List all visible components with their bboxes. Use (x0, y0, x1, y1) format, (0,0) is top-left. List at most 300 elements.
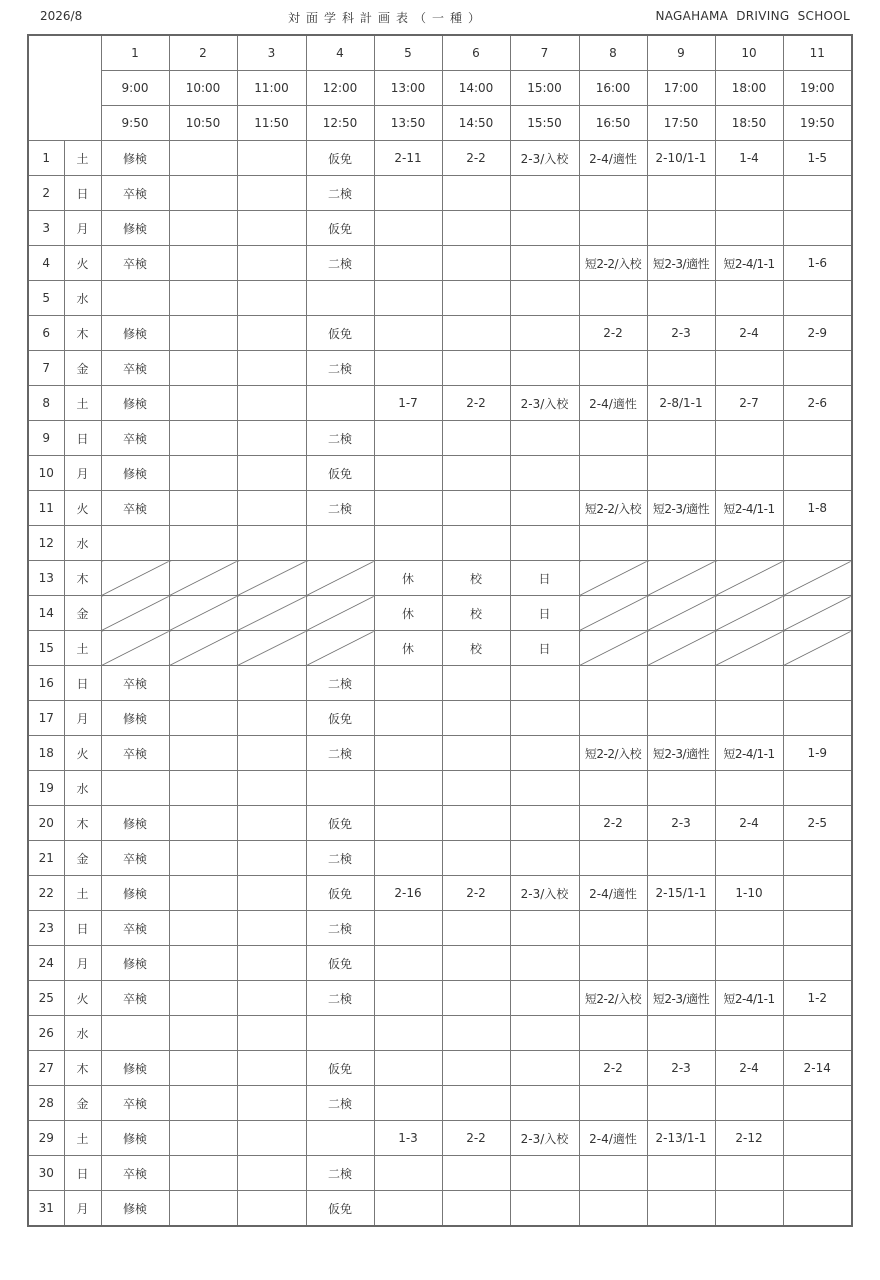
schedule-cell (169, 316, 237, 351)
closed-day-label: 休 (374, 561, 442, 596)
schedule-cell: 二検 (306, 981, 374, 1016)
schedule-cell (306, 526, 374, 561)
table-row (28, 316, 852, 351)
day-number: 11 (28, 491, 64, 526)
schedule-cell (715, 1156, 783, 1191)
schedule-month: 2026/8 (40, 9, 83, 23)
schedule-cell (237, 246, 306, 281)
schedule-cell (237, 1086, 306, 1121)
schedule-cell (237, 701, 306, 736)
closed-day-label: 校 (442, 596, 510, 631)
schedule-cell (647, 841, 715, 876)
day-of-week: 木 (64, 1051, 101, 1086)
schedule-cell: 二検 (306, 736, 374, 771)
schedule-cell: 卒検 (101, 176, 169, 211)
closed-day-label: 日 (510, 561, 579, 596)
day-number: 4 (28, 246, 64, 281)
table-row (28, 806, 852, 841)
schedule-cell (101, 526, 169, 561)
schedule-cell (442, 1086, 510, 1121)
day-number: 7 (28, 351, 64, 386)
schedule-cell (237, 771, 306, 806)
day-of-week: 月 (64, 701, 101, 736)
day-number: 19 (28, 771, 64, 806)
schedule-cell (374, 1016, 442, 1051)
schedule-cell: 修検 (101, 701, 169, 736)
table-row (28, 211, 852, 246)
day-number: 14 (28, 596, 64, 631)
table-row (28, 771, 852, 806)
schedule-cell (510, 526, 579, 561)
schedule-cell: 修検 (101, 806, 169, 841)
schedule-cell (783, 1191, 852, 1227)
schedule-cell (169, 981, 237, 1016)
schedule-cell: 2-3 (647, 316, 715, 351)
schedule-cell (510, 1086, 579, 1121)
schedule-cell (237, 946, 306, 981)
schedule-cell (442, 281, 510, 316)
schedule-cell (169, 841, 237, 876)
schedule-cell (169, 1016, 237, 1051)
schedule-cell (169, 456, 237, 491)
day-number: 15 (28, 631, 64, 666)
schedule-cell: 1-4 (715, 141, 783, 176)
schedule-cell (647, 421, 715, 456)
schedule-cell (579, 1191, 647, 1227)
schedule-cell (647, 456, 715, 491)
schedule-cell: 修検 (101, 456, 169, 491)
period-start-time: 9:00 (101, 71, 169, 106)
schedule-cell (442, 246, 510, 281)
schedule-cell (510, 911, 579, 946)
day-number: 10 (28, 456, 64, 491)
schedule-cell: 修検 (101, 1051, 169, 1086)
schedule-cell (169, 666, 237, 701)
closed-slot (169, 631, 237, 666)
schedule-cell (237, 456, 306, 491)
schedule-cell (169, 701, 237, 736)
schedule-cell (647, 351, 715, 386)
schedule-cell (237, 386, 306, 421)
schedule-cell (306, 281, 374, 316)
day-of-week: 金 (64, 841, 101, 876)
header-row-period-numbers (28, 35, 852, 71)
schedule-cell (169, 946, 237, 981)
table-row (28, 386, 852, 421)
schedule-cell: 二検 (306, 246, 374, 281)
corner-cell (28, 35, 101, 141)
table-row (28, 456, 852, 491)
table-row (28, 526, 852, 561)
period-number: 7 (510, 35, 579, 71)
schedule-cell: 卒検 (101, 351, 169, 386)
period-end-time: 16:50 (579, 106, 647, 141)
schedule-cell (237, 806, 306, 841)
day-of-week: 月 (64, 1191, 101, 1227)
table-row (28, 631, 852, 666)
schedule-cell (783, 526, 852, 561)
schedule-cell: 2-8/1-1 (647, 386, 715, 421)
schedule-cell: 2-4/適性 (579, 1121, 647, 1156)
schedule-cell (715, 666, 783, 701)
schedule-cell: 2-10/1-1 (647, 141, 715, 176)
day-of-week: 月 (64, 211, 101, 246)
schedule-cell (237, 1016, 306, 1051)
schedule-cell: 2-5 (783, 806, 852, 841)
schedule-cell (374, 666, 442, 701)
day-number: 6 (28, 316, 64, 351)
schedule-cell: 2-3 (647, 806, 715, 841)
schedule-cell: 短2-3/適性 (647, 246, 715, 281)
closed-slot (579, 631, 647, 666)
schedule-cell: 卒検 (101, 421, 169, 456)
day-number: 30 (28, 1156, 64, 1191)
period-end-time: 18:50 (715, 106, 783, 141)
schedule-cell (442, 1051, 510, 1086)
schedule-cell (237, 176, 306, 211)
schedule-cell (510, 211, 579, 246)
schedule-cell (237, 421, 306, 456)
schedule-cell (783, 456, 852, 491)
schedule-cell (442, 736, 510, 771)
schedule-cell (715, 421, 783, 456)
schedule-cell (169, 246, 237, 281)
schedule-cell (237, 281, 306, 316)
schedule-cell (169, 526, 237, 561)
day-of-week: 日 (64, 176, 101, 211)
schedule-cell (715, 281, 783, 316)
schedule-cell (374, 911, 442, 946)
schedule-cell (442, 351, 510, 386)
day-of-week: 月 (64, 946, 101, 981)
schedule-cell (169, 491, 237, 526)
schedule-cell (510, 1191, 579, 1227)
schedule-cell (510, 1051, 579, 1086)
day-of-week: 水 (64, 526, 101, 561)
schedule-cell (306, 1016, 374, 1051)
schedule-cell: 2-4/適性 (579, 386, 647, 421)
table-row (28, 876, 852, 911)
schedule-cell: 修検 (101, 876, 169, 911)
period-number: 2 (169, 35, 237, 71)
period-number: 1 (101, 35, 169, 71)
schedule-cell (442, 701, 510, 736)
schedule-cell (237, 1051, 306, 1086)
day-number: 5 (28, 281, 64, 316)
schedule-cell (579, 1086, 647, 1121)
schedule-cell (237, 141, 306, 176)
schedule-cell (442, 316, 510, 351)
schedule-cell: 二検 (306, 666, 374, 701)
table-row (28, 246, 852, 281)
schedule-cell (510, 421, 579, 456)
period-end-time: 19:50 (783, 106, 852, 141)
day-number: 20 (28, 806, 64, 841)
schedule-cell: 二検 (306, 421, 374, 456)
day-number: 29 (28, 1121, 64, 1156)
schedule-cell (374, 981, 442, 1016)
schedule-cell (374, 421, 442, 456)
schedule-cell (510, 841, 579, 876)
day-number: 8 (28, 386, 64, 421)
closed-slot (306, 596, 374, 631)
schedule-cell (169, 281, 237, 316)
schedule-cell (510, 771, 579, 806)
day-of-week: 木 (64, 561, 101, 596)
closed-slot (647, 561, 715, 596)
table-row (28, 946, 852, 981)
period-number: 6 (442, 35, 510, 71)
period-start-time: 10:00 (169, 71, 237, 106)
table-row (28, 1016, 852, 1051)
schedule-cell (169, 1191, 237, 1227)
closed-slot (647, 631, 715, 666)
schedule-cell: 卒検 (101, 1086, 169, 1121)
schedule-cell (579, 526, 647, 561)
schedule-cell (374, 351, 442, 386)
schedule-cell (374, 736, 442, 771)
day-of-week: 金 (64, 351, 101, 386)
table-row (28, 596, 852, 631)
schedule-cell: 二検 (306, 911, 374, 946)
schedule-cell (647, 946, 715, 981)
schedule-cell (374, 806, 442, 841)
closed-slot (579, 561, 647, 596)
schedule-cell: 2-9 (783, 316, 852, 351)
schedule-cell: 仮免 (306, 946, 374, 981)
day-of-week: 日 (64, 666, 101, 701)
period-number: 9 (647, 35, 715, 71)
schedule-cell (442, 176, 510, 211)
schedule-cell (101, 771, 169, 806)
schedule-cell (579, 456, 647, 491)
schedule-cell (442, 1156, 510, 1191)
schedule-cell (783, 176, 852, 211)
schedule-cell (783, 771, 852, 806)
schedule-cell (783, 946, 852, 981)
schedule-cell (169, 1086, 237, 1121)
closed-slot (306, 561, 374, 596)
day-number: 13 (28, 561, 64, 596)
schedule-cell: 短2-3/適性 (647, 491, 715, 526)
day-of-week: 土 (64, 141, 101, 176)
schedule-cell (579, 946, 647, 981)
table-row (28, 351, 852, 386)
period-start-time: 16:00 (579, 71, 647, 106)
schedule-cell: 2-2 (579, 316, 647, 351)
schedule-cell: 短2-2/入校 (579, 246, 647, 281)
schedule-cell: 仮免 (306, 456, 374, 491)
day-number: 24 (28, 946, 64, 981)
day-of-week: 火 (64, 981, 101, 1016)
schedule-cell: 2-4 (715, 1051, 783, 1086)
schedule-cell: 短2-3/適性 (647, 981, 715, 1016)
schedule-cell: 仮免 (306, 876, 374, 911)
schedule-cell: 卒検 (101, 246, 169, 281)
schedule-cell (647, 211, 715, 246)
schedule-cell (374, 1051, 442, 1086)
schedule-cell: 卒検 (101, 981, 169, 1016)
schedule-cell (510, 176, 579, 211)
period-end-time: 12:50 (306, 106, 374, 141)
schedule-cell (374, 701, 442, 736)
schedule-cell (579, 1016, 647, 1051)
schedule-cell (579, 666, 647, 701)
day-number: 3 (28, 211, 64, 246)
period-start-time: 18:00 (715, 71, 783, 106)
schedule-cell: 2-16 (374, 876, 442, 911)
period-end-time: 17:50 (647, 106, 715, 141)
schedule-cell (510, 491, 579, 526)
schedule-cell: 二検 (306, 1156, 374, 1191)
schedule-cell (783, 876, 852, 911)
period-number: 11 (783, 35, 852, 71)
schedule-cell (783, 841, 852, 876)
schedule-cell: 2-3 (647, 1051, 715, 1086)
day-of-week: 土 (64, 631, 101, 666)
schedule-cell: 修検 (101, 316, 169, 351)
schedule-cell (579, 281, 647, 316)
schedule-cell (715, 211, 783, 246)
schedule-cell: 2-4/適性 (579, 141, 647, 176)
closed-slot (101, 561, 169, 596)
schedule-cell (169, 806, 237, 841)
schedule-cell (306, 386, 374, 421)
schedule-cell (715, 1191, 783, 1227)
schedule-cell (579, 701, 647, 736)
period-end-time: 13:50 (374, 106, 442, 141)
table-row (28, 841, 852, 876)
school-name: NAGAHAMA DRIVING SCHOOL (655, 9, 850, 23)
schedule-cell: 短2-4/1-1 (715, 736, 783, 771)
schedule-cell: 2-2 (442, 1121, 510, 1156)
schedule-cell: 1-8 (783, 491, 852, 526)
schedule-cell (715, 911, 783, 946)
schedule-cell (579, 421, 647, 456)
schedule-cell (579, 351, 647, 386)
closed-slot (237, 631, 306, 666)
page-title: 対面学科計画表（一種） (288, 11, 487, 25)
day-of-week: 土 (64, 876, 101, 911)
schedule-cell: 卒検 (101, 736, 169, 771)
schedule-cell (783, 281, 852, 316)
schedule-cell: 1-6 (783, 246, 852, 281)
day-number: 12 (28, 526, 64, 561)
schedule-cell (579, 841, 647, 876)
schedule-cell (442, 456, 510, 491)
day-of-week: 水 (64, 281, 101, 316)
schedule-cell (715, 456, 783, 491)
schedule-cell: 2-2 (579, 1051, 647, 1086)
schedule-cell (442, 666, 510, 701)
closed-slot (715, 596, 783, 631)
closed-slot (169, 596, 237, 631)
schedule-cell: 修検 (101, 1121, 169, 1156)
schedule-cell (579, 211, 647, 246)
schedule-cell (510, 701, 579, 736)
schedule-cell: 1-9 (783, 736, 852, 771)
schedule-cell (374, 281, 442, 316)
schedule-cell (374, 456, 442, 491)
day-of-week: 土 (64, 1121, 101, 1156)
schedule-cell (510, 666, 579, 701)
schedule-cell (510, 1156, 579, 1191)
period-end-time: 11:50 (237, 106, 306, 141)
schedule-cell (715, 946, 783, 981)
schedule-cell (374, 841, 442, 876)
table-row (28, 736, 852, 771)
schedule-cell: 二検 (306, 491, 374, 526)
schedule-cell (237, 1156, 306, 1191)
day-number: 25 (28, 981, 64, 1016)
schedule-cell (442, 1191, 510, 1227)
schedule-cell (647, 911, 715, 946)
schedule-cell (579, 1156, 647, 1191)
closed-slot (306, 631, 374, 666)
schedule-cell (306, 771, 374, 806)
schedule-cell (237, 351, 306, 386)
schedule-cell (783, 666, 852, 701)
schedule-cell: 短2-2/入校 (579, 736, 647, 771)
schedule-cell (442, 491, 510, 526)
day-number: 1 (28, 141, 64, 176)
schedule-cell (442, 421, 510, 456)
schedule-cell (169, 1121, 237, 1156)
schedule-cell (374, 1191, 442, 1227)
table-row (28, 421, 852, 456)
schedule-cell (783, 911, 852, 946)
schedule-cell: 仮免 (306, 701, 374, 736)
closed-day-label: 校 (442, 631, 510, 666)
day-number: 23 (28, 911, 64, 946)
schedule-cell (237, 911, 306, 946)
schedule-cell: 2-11 (374, 141, 442, 176)
schedule-cell (374, 1156, 442, 1191)
day-of-week: 日 (64, 911, 101, 946)
schedule-cell (715, 351, 783, 386)
day-number: 17 (28, 701, 64, 736)
schedule-cell (237, 526, 306, 561)
schedule-cell (169, 876, 237, 911)
schedule-cell (442, 946, 510, 981)
day-number: 31 (28, 1191, 64, 1227)
schedule-cell: 1-3 (374, 1121, 442, 1156)
header-row-start-times (28, 71, 852, 106)
schedule-cell: 卒検 (101, 841, 169, 876)
page-header (0, 0, 880, 34)
schedule-cell (579, 176, 647, 211)
day-number: 9 (28, 421, 64, 456)
schedule-cell (169, 736, 237, 771)
table-row (28, 491, 852, 526)
schedule-cell (442, 526, 510, 561)
closed-slot (647, 596, 715, 631)
day-of-week: 火 (64, 491, 101, 526)
schedule-cell (169, 141, 237, 176)
period-end-time: 10:50 (169, 106, 237, 141)
period-number: 4 (306, 35, 374, 71)
schedule-cell (237, 211, 306, 246)
schedule-cell (510, 946, 579, 981)
day-number: 18 (28, 736, 64, 771)
period-start-time: 13:00 (374, 71, 442, 106)
schedule-cell (169, 211, 237, 246)
schedule-cell: 2-4 (715, 316, 783, 351)
schedule-cell (169, 351, 237, 386)
schedule-cell (374, 316, 442, 351)
schedule-cell: 卒検 (101, 491, 169, 526)
schedule-cell (374, 526, 442, 561)
